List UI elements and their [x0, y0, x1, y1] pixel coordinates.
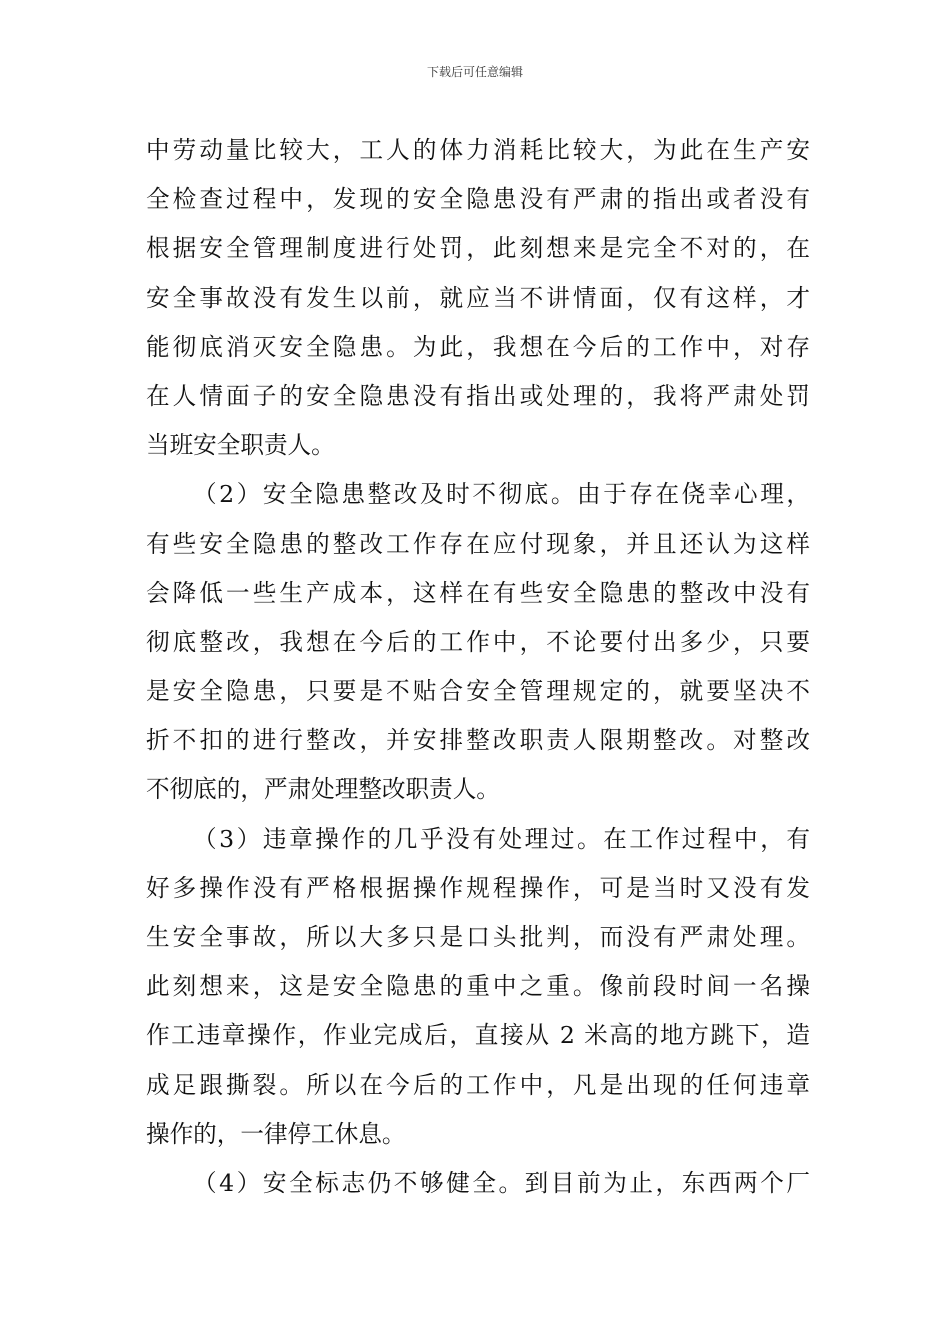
paragraph-start-line: （4）安全标志仍不够健全。到目前为止，东西两个厂 — [193, 1168, 810, 1197]
text-line: 折不扣的进行整改，并安排整改职责人限期整改。对整改 — [146, 726, 810, 755]
document-body — [146, 126, 810, 1208]
text-line: 中劳动量比较大，工人的体力消耗比较大，为此在生产安 — [146, 136, 810, 164]
text-line: 此刻想来，这是安全隐患的重中之重。像前段时间一名操 — [146, 972, 810, 1001]
text-line: 能彻底消灭安全隐患。为此，我想在今后的工作中，对存 — [146, 332, 810, 361]
text-line: 操作的，一律停工休息。 — [146, 1119, 406, 1148]
text-line: 根据安全管理制度进行处罚，此刻想来是完全不对的，在 — [146, 234, 810, 263]
text-line: 作工违章操作，作业完成后，直接从 2 米高的地方跳下，造 — [146, 1021, 810, 1050]
text-line: 好多操作没有严格根据操作规程操作，可是当时又没有发 — [146, 873, 810, 902]
text-line: 会降低一些生产成本，这样在有些安全隐患的整改中没有 — [146, 578, 810, 607]
text-line: 全检查过程中，发现的安全隐患没有严肃的指出或者没有 — [146, 185, 810, 214]
text-line: 成足跟撕裂。所以在今后的工作中，凡是出现的任何违章 — [146, 1070, 810, 1099]
paragraph-start-line: （2）安全隐患整改及时不彻底。由于存在侥幸心理， — [193, 480, 810, 509]
text-line: 生安全事故，所以大多只是口头批判，而没有严肃处理。 — [146, 923, 810, 951]
text-line: 是安全隐患，只要是不贴合安全管理规定的，就要坚决不 — [146, 677, 810, 706]
text-line: 在人情面子的安全隐患没有指出或处理的，我将严肃处罚 — [146, 381, 810, 410]
text-line: 不彻底的，严肃处理整改职责人。 — [146, 775, 500, 804]
text-line: 安全事故没有发生以前，就应当不讲情面，仅有这样，才 — [146, 283, 810, 312]
page-header: 下载后可任意编辑 — [426, 65, 523, 79]
text-line: 彻底整改，我想在今后的工作中，不论要付出多少，只要 — [146, 627, 810, 656]
text-line: 当班安全职责人。 — [146, 431, 335, 460]
paragraph-start-line: （3）违章操作的几乎没有处理过。在工作过程中，有 — [193, 824, 810, 853]
text-line: 有些安全隐患的整改工作存在应付现象，并且还认为这样 — [146, 529, 810, 558]
